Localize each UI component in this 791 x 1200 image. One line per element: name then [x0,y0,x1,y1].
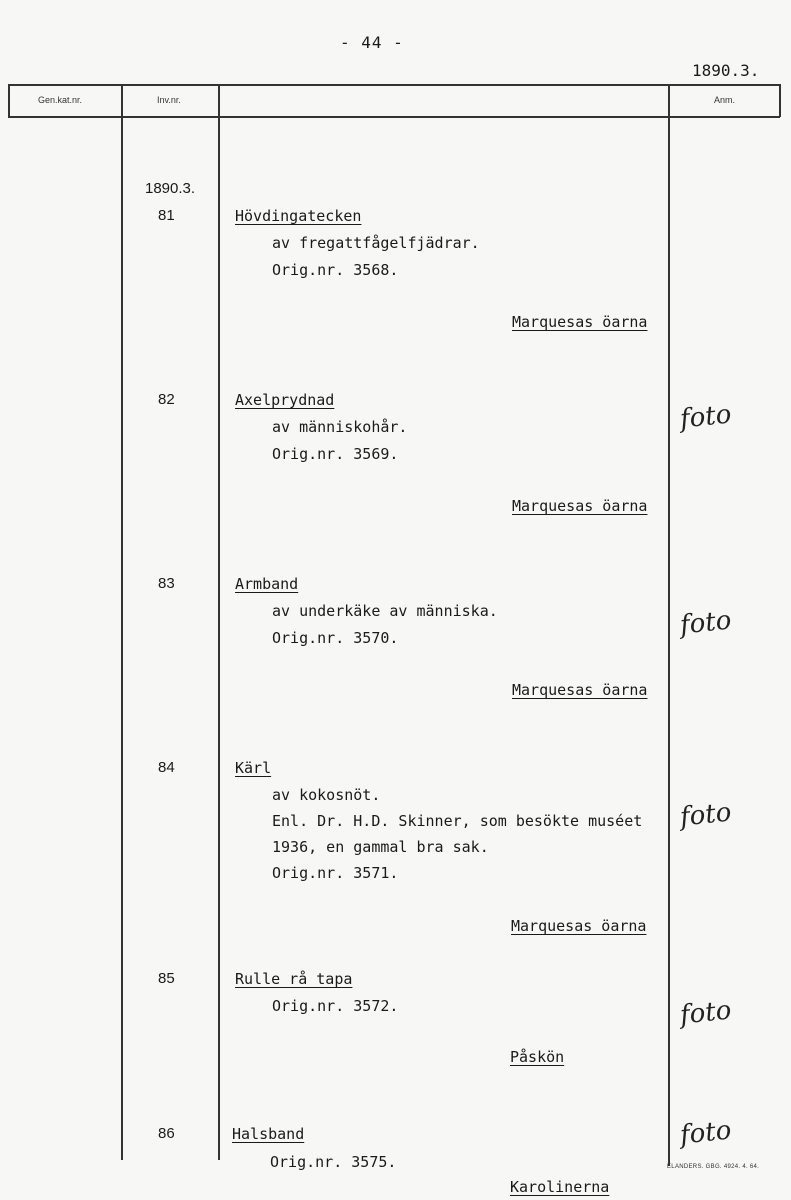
item-locality: Karolinerna [510,1178,610,1196]
column-rule-desc-anm [668,84,670,1166]
item-locality: Marquesas öarna [512,497,648,515]
item-description-line: av fregattfågelfjädrar. [272,234,480,252]
right-border-rule [779,84,781,117]
item-original-number: Orig.nr. 3575. [270,1153,397,1171]
handwritten-photo-note: foto [678,797,733,833]
item-title: Rulle rå tapa [235,970,353,988]
page-number: - 44 - [340,33,404,52]
inventory-number: 83 [158,575,175,592]
item-original-number: Orig.nr. 3569. [272,445,399,463]
header-bottom-rule [8,116,780,118]
handwritten-photo-note: foto [678,995,733,1031]
item-title: Axelprydnad [235,391,335,409]
handwritten-photo-note: foto [678,605,733,641]
header-top-rule [8,84,780,86]
inventory-number: 81 [158,207,175,224]
item-locality: Marquesas öarna [512,681,648,699]
item-description-line: 1936, en gammal bra sak. [272,838,489,856]
inventory-number: 82 [158,391,175,408]
column-rule-gen-inv [121,84,123,1160]
page-collection-ref: 1890.3. [692,61,760,80]
item-locality: Marquesas öarna [512,313,648,331]
item-title: Halsband [232,1125,305,1143]
inventory-number: 84 [158,759,175,776]
item-original-number: Orig.nr. 3568. [272,261,399,279]
handwritten-photo-note: foto [678,1115,733,1151]
column-rule-inv-desc [218,84,220,1160]
item-description-line: av kokosnöt. [272,786,381,804]
item-locality: Påskön [510,1048,565,1066]
item-title: Kärl [235,759,272,777]
item-original-number: Orig.nr. 3570. [272,629,399,647]
column-header-gen-kat: Gen.kat.nr. [38,95,83,105]
inventory-number: 85 [158,970,175,987]
item-title: Hövdingatecken [235,207,362,225]
item-description-line: av underkäke av människa. [272,602,498,620]
item-locality: Marquesas öarna [511,917,647,935]
item-description-line: av människohår. [272,418,408,436]
item-title: Armband [235,575,299,593]
inventory-collection-ref: 1890.3. [145,180,196,197]
column-header-anm: Anm. [714,95,736,105]
item-original-number: Orig.nr. 3572. [272,997,399,1015]
item-original-number: Orig.nr. 3571. [272,864,399,882]
handwritten-photo-note: foto [678,399,733,435]
item-description-line: Enl. Dr. H.D. Skinner, som besökte muséet [272,812,643,830]
printer-imprint: ELANDERS. GBG. 4924. 4. 64. [667,1164,760,1170]
inventory-number: 86 [158,1125,175,1142]
column-header-inv: Inv.nr. [157,95,181,105]
left-border-rule [8,84,10,117]
